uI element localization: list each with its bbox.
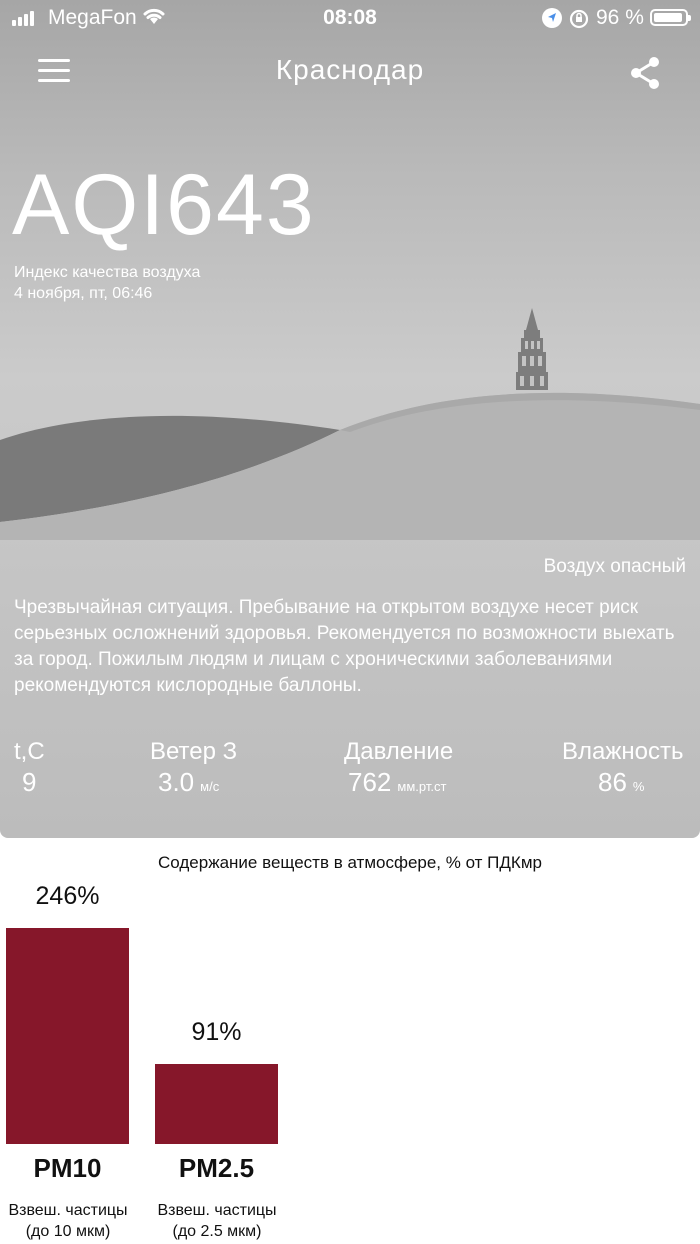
bar-pm10[interactable] — [6, 928, 129, 1144]
location-icon — [542, 8, 562, 28]
air-status-description: Чрезвычайная ситуация. Пребывание на открытом воздухе несет риск серьезных осложнений здоровья. Рекомендуется по возможности выехать за город. Пожилым людям и лицам с хроническими заболеваниями рекомендуются кислородные баллоны. — [14, 597, 675, 696]
aqi-value — [12, 157, 316, 253]
share-icon[interactable] — [626, 54, 666, 94]
status-bar — [0, 0, 700, 36]
aqi-number: 643 — [166, 157, 316, 253]
carrier-name: MegaFon — [48, 6, 137, 29]
pressure-label: Давление — [344, 738, 454, 765]
bar-value-label: 91% — [191, 1018, 242, 1046]
humidity-unit: % — [632, 779, 645, 794]
city-title[interactable]: Краснодар — [275, 54, 425, 85]
humidity-label: Влажность — [562, 738, 684, 765]
pressure-unit: мм.рт.ст — [397, 779, 447, 794]
bar-category-label: PM10 — [33, 1153, 102, 1183]
aqi-subtitle: Индекс качества воздуха — [14, 264, 201, 281]
air-status-level: Воздух опасный — [543, 556, 686, 577]
status-time: 08:08 — [323, 6, 377, 29]
landscape-illustration — [0, 300, 700, 540]
bar-value-label: 246% — [35, 882, 100, 910]
pressure-value: 762 мм.рт.ст — [348, 767, 447, 797]
bar-pm25[interactable] — [155, 1064, 278, 1144]
battery-icon — [650, 9, 688, 26]
temp-value: 9 — [22, 767, 37, 797]
bar-category-label: PM2.5 — [178, 1153, 255, 1183]
chart-title: Содержание веществ в атмосфере, % от ПДКмр — [158, 853, 542, 872]
rotation-lock-icon — [568, 8, 590, 30]
bar-description: Взвеш. частицы (до 2.5 мкм) — [157, 1202, 277, 1240]
aqi-datetime: 4 ноября, пт, 06:46 — [14, 285, 153, 302]
battery-percent: 96 % — [596, 6, 644, 29]
wind-unit: м/с — [200, 779, 220, 794]
wind-label: Ветер З — [150, 738, 238, 765]
aqi-subtitle-block — [14, 262, 200, 304]
tower-icon — [516, 308, 548, 390]
humidity-value: 86 % — [598, 767, 645, 797]
aqi-label: AQI — [12, 157, 167, 253]
temp-label: t,C — [14, 738, 45, 765]
wind-value: 3.0 м/с — [158, 767, 220, 797]
bar-description: Взвеш. частицы (до 10 мкм) — [8, 1202, 128, 1240]
